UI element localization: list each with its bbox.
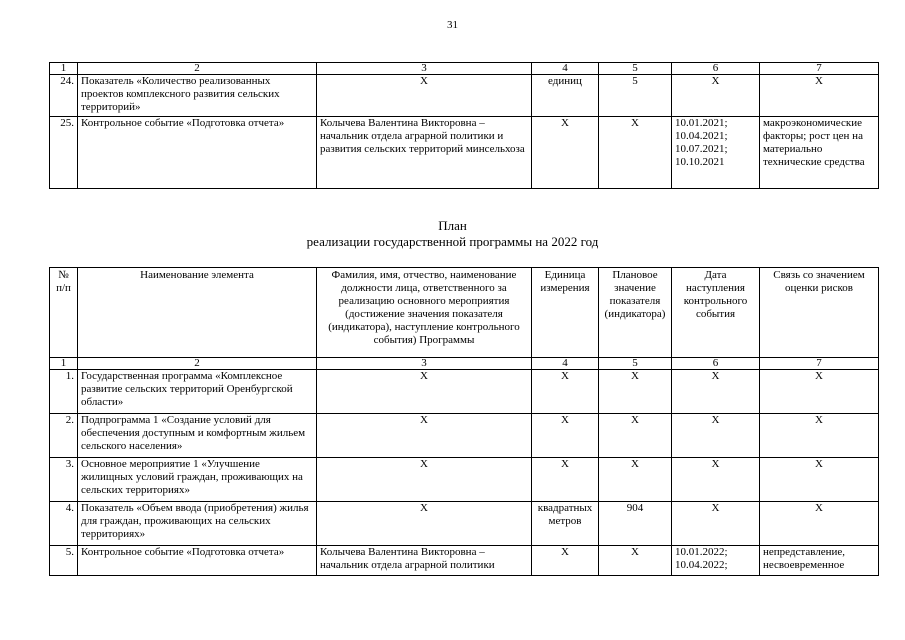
risk-link: непредставление, несвоевременное [760, 546, 879, 576]
header-unit: Единица измерения [532, 268, 599, 358]
header-risk-link: Связь со значением оценки рисков [760, 268, 879, 358]
header-planned-value: Плановое значение показателя (индикатора) [599, 268, 672, 358]
element-name: Контрольное событие «Подготовка отчета» [78, 117, 317, 189]
element-name: Государственная программа «Комплексное развитие сельских территорий Оренбургской области» [78, 370, 317, 414]
event-date: X [672, 414, 760, 458]
risk-link: макроэкономические факторы; рост цен на материально технические средства [760, 117, 879, 189]
col-num-3: 3 [317, 358, 532, 370]
table-row [50, 502, 879, 546]
risk-link: X [760, 370, 879, 414]
col-num-5: 5 [599, 63, 672, 75]
responsible-person: X [317, 370, 532, 414]
planned-value: 904 [599, 502, 672, 546]
table-row [50, 458, 879, 502]
plan-title: План [438, 218, 467, 233]
table-row [50, 414, 879, 458]
row-number: 25. [50, 117, 78, 189]
header-event-date: Дата наступления контрольного события [672, 268, 760, 358]
row-number: 5. [50, 546, 78, 576]
responsible-person: Колычева Валентина Викторовна – начальник отдела аграрной политики [317, 546, 532, 576]
element-name: Подпрограмма 1 «Создание условий для обеспечения доступным и комфортным жильем сельского населения» [78, 414, 317, 458]
responsible-person: X [317, 458, 532, 502]
continuation-table [49, 62, 879, 189]
row-number: 1. [50, 370, 78, 414]
event-date: X [672, 458, 760, 502]
element-name: Показатель «Количество реализованных проектов комплексного развития сельских территорий» [78, 75, 317, 117]
plan-subtitle: реализации государственной программы на 2022 год [306, 234, 599, 249]
event-date: X [672, 75, 760, 117]
column-number-row [50, 63, 879, 75]
header-element-name: Наименование элемента [78, 268, 317, 358]
unit: X [532, 414, 599, 458]
unit: X [532, 370, 599, 414]
responsible-person: X [317, 75, 532, 117]
planned-value: X [599, 458, 672, 502]
unit: X [532, 458, 599, 502]
planned-value: X [599, 414, 672, 458]
planned-value: 5 [599, 75, 672, 117]
risk-link: X [760, 414, 879, 458]
element-name: Контрольное событие «Подготовка отчета» [78, 546, 317, 576]
page-number: 31 [447, 19, 458, 31]
planned-value: X [599, 117, 672, 189]
risk-link: X [760, 75, 879, 117]
col-num-2: 2 [78, 358, 317, 370]
col-num-4: 4 [532, 63, 599, 75]
col-num-4: 4 [532, 358, 599, 370]
plan-table [49, 267, 879, 576]
element-name: Основное мероприятие 1 «Улучшение жилищных условий граждан, проживающих на сельских территориях» [78, 458, 317, 502]
responsible-person: X [317, 502, 532, 546]
col-num-2: 2 [78, 63, 317, 75]
col-num-1: 1 [50, 358, 78, 370]
planned-value: X [599, 546, 672, 576]
unit: квадратных метров [532, 502, 599, 546]
row-number: 4. [50, 502, 78, 546]
event-date: 10.01.2021; 10.04.2021; 10.07.2021; 10.10.2021 [672, 117, 760, 189]
header-num: № п/п [50, 268, 78, 358]
col-num-3: 3 [317, 63, 532, 75]
header-row [50, 268, 879, 358]
row-number: 2. [50, 414, 78, 458]
table-row [50, 370, 879, 414]
unit: X [532, 117, 599, 189]
table-row [50, 75, 879, 117]
col-num-7: 7 [760, 63, 879, 75]
element-name: Показатель «Объем ввода (приобретения) жилья для граждан, проживающих на сельских территориях» [78, 502, 317, 546]
column-number-row [50, 358, 879, 370]
responsible-person: Колычева Валентина Викторовна – начальник отдела аграрной политики и развития сельских территорий минсельхоза [317, 117, 532, 189]
unit: единиц [532, 75, 599, 117]
header-responsible: Фамилия, имя, отчество, наименование должности лица, ответственного за реализацию основного мероприятия (достижение значения показателя (индикатора), наступление контрольного события) Программы [317, 268, 532, 358]
event-date: X [672, 502, 760, 546]
risk-link: X [760, 458, 879, 502]
risk-link: X [760, 502, 879, 546]
event-date: 10.01.2022; 10.04.2022; [672, 546, 760, 576]
col-num-7: 7 [760, 358, 879, 370]
col-num-1: 1 [50, 63, 78, 75]
col-num-6: 6 [672, 358, 760, 370]
planned-value: X [599, 370, 672, 414]
unit: X [532, 546, 599, 576]
event-date: X [672, 370, 760, 414]
row-number: 3. [50, 458, 78, 502]
col-num-6: 6 [672, 63, 760, 75]
row-number: 24. [50, 75, 78, 117]
responsible-person: X [317, 414, 532, 458]
col-num-5: 5 [599, 358, 672, 370]
table-row [50, 546, 879, 576]
table-row [50, 117, 879, 189]
